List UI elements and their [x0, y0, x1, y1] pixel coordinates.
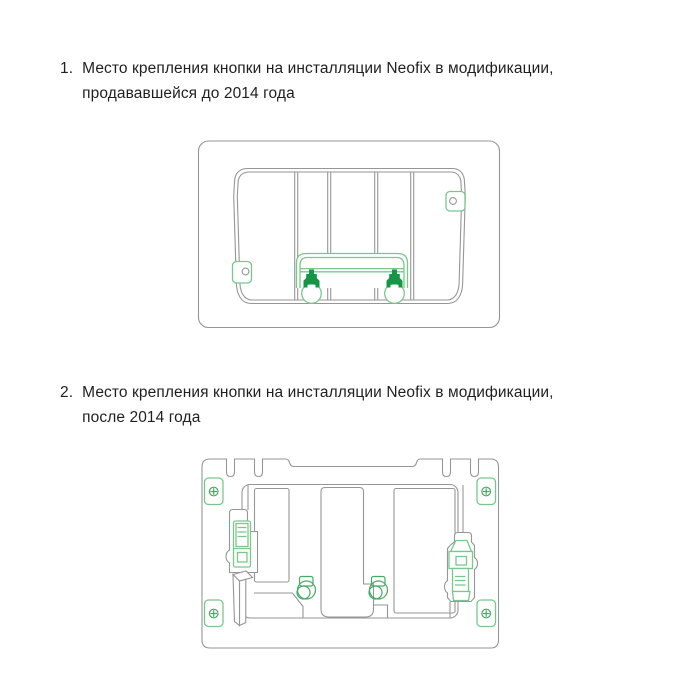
mount-hole-icon	[450, 198, 457, 205]
screw-icon	[482, 487, 491, 496]
clip-ring-outer	[370, 581, 388, 599]
button-latch-left	[226, 510, 258, 626]
screw-pad-top-right	[477, 478, 496, 505]
hose-clip-right	[369, 577, 388, 600]
screw-icon	[482, 609, 491, 618]
screw-pad-bottom-left	[205, 600, 224, 627]
compartment-right	[394, 489, 455, 614]
compartment-center-step	[374, 605, 388, 618]
item-2-line-2: после 2014 года	[82, 408, 201, 426]
mount-tab-right	[446, 192, 465, 212]
mount-tab-left	[233, 262, 252, 284]
bracket-side-face	[233, 575, 240, 626]
item-2-line-1: Место крепления кнопки на инсталляции Neofix в модификации,	[82, 384, 554, 401]
mount-hole-icon	[242, 268, 249, 275]
bracket-front-face	[240, 579, 246, 625]
compartment-left	[255, 489, 290, 583]
panel-outline	[242, 485, 458, 619]
item-1-line-2: продававшейся до 2014 года	[82, 84, 295, 102]
item-2-text	[82, 381, 553, 430]
diagram-before-2014	[195, 135, 505, 335]
button-mount-bracket	[297, 254, 408, 304]
caption-item-1	[60, 57, 554, 106]
screw-icon	[209, 609, 218, 618]
item-2-number: 2.	[60, 384, 74, 401]
clip-ring-outer	[298, 581, 316, 599]
screw-icon	[209, 487, 218, 496]
clip-ring-inner	[297, 586, 310, 599]
latch-body	[449, 552, 473, 569]
screw-pad-bottom-right	[477, 600, 496, 627]
diagram-after-2014	[198, 452, 504, 654]
latch-foot	[453, 592, 471, 601]
shelf-edge	[254, 593, 303, 618]
hose-clip-left	[297, 577, 316, 600]
item-1-number: 1.	[60, 60, 74, 77]
clip-ring-inner	[369, 586, 382, 599]
compartment-center	[321, 488, 374, 618]
button-latch-right	[445, 533, 478, 602]
screw-pad-top-left	[205, 478, 224, 505]
caption-item-2	[60, 381, 554, 430]
item-1-line-1: Место крепления кнопки на инсталляции Neofix в модификации,	[82, 60, 554, 77]
item-1-text	[82, 57, 553, 106]
